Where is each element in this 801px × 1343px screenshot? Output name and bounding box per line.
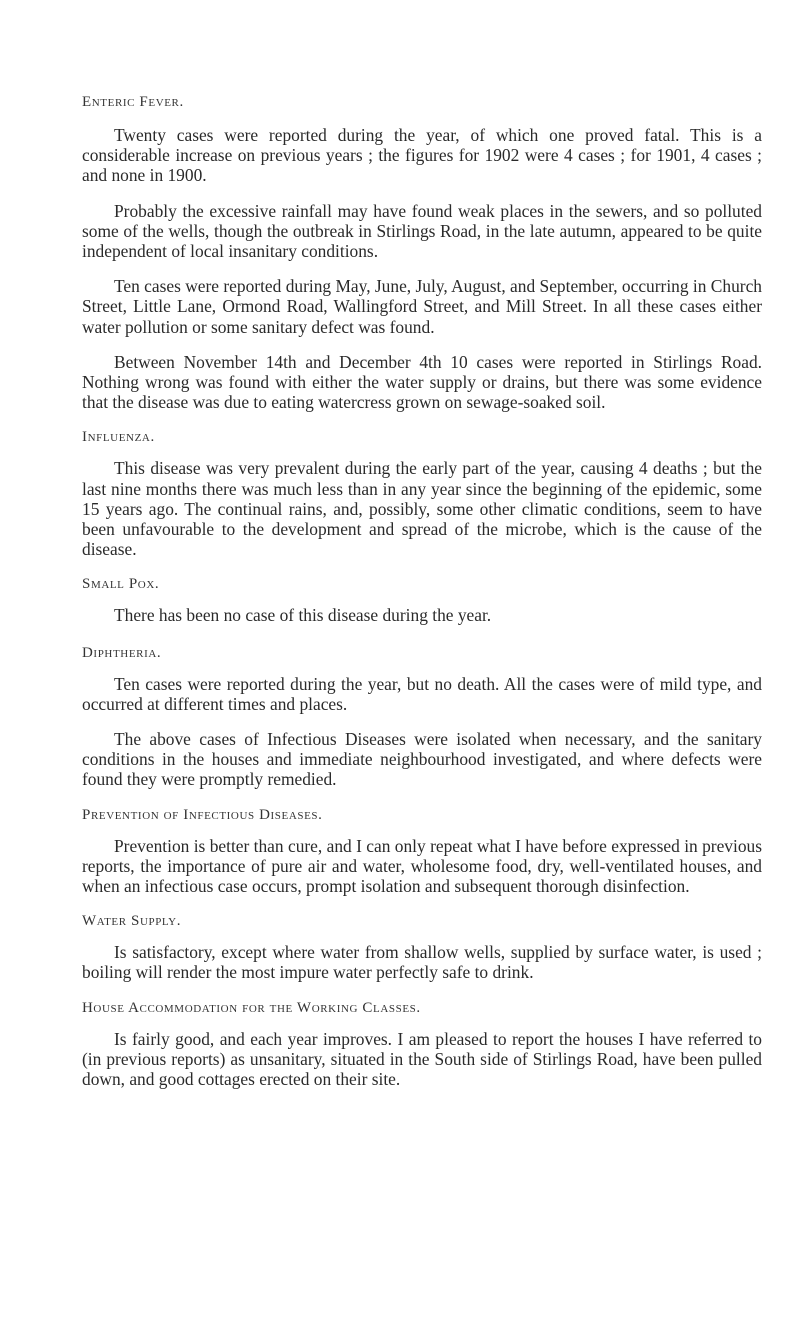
paragraph: Is fairly good, and each year improves. I am pleased to report the houses I have referred to (in previous reports) as unsanitary, situated in the South side of Stirlings Road, have been pulled down, and good cottages erected on their site. [82, 1028, 762, 1090]
paragraph: There has been no case of this disease during the year. [114, 605, 492, 626]
section-heading: Enteric Fever. [82, 94, 184, 110]
paragraph: Ten cases were reported during May, June, July, August, and September, occurring in Church Street, Little Lane, Ormond Road, Wallingford Street, and Mill Street. In all these cases either water pollution or some sanitary defect was found. [82, 276, 762, 337]
document-page [82, 92, 762, 1104]
paragraph: Prevention is better than cure, and I can only repeat what I have before expressed in previous reports, the importance of pure air and water, wholesome food, dry, well-ventilated houses, and when an infectious case occurs, prompt isolation and subsequent thorough disinfection. [82, 835, 762, 897]
section-heading: Influenza. [82, 429, 155, 446]
section-influenza [82, 427, 762, 559]
section-heading: Small Pox. [82, 576, 160, 593]
section-diphtheria [82, 643, 762, 790]
paragraph: Probably the excessive rainfall may have found weak places in the sewers, and so polluted some of the wells, though the outbreak in Stirlings Road, in the late autumn, appeared to be quite independent of local insanitary conditions. [82, 200, 762, 262]
paragraph: The above cases of Infectious Diseases were isolated when necessary, and the sanitary conditions in the houses and immediate neighbourhood investigated, and where defects were found they were promptly remedied. [82, 729, 762, 790]
section-heading: Diphtheria. [82, 644, 162, 661]
section-heading: House Accommodation for the Working Classes. [82, 999, 421, 1016]
section-prevention [82, 805, 762, 897]
section-small-pox [82, 574, 762, 625]
paragraph: Is satisfactory, except where water from shallow wells, supplied by surface water, is used ; boiling will render the most impure water perfectly safe to drink. [82, 942, 762, 983]
paragraph: Between November 14th and December 4th 10 cases were reported in Stirlings Road. Nothing wrong was found with either the water supply or drains, but there was some evidence that the disease was due to eating watercress grown on sewage-soaked soil. [82, 351, 762, 413]
paragraph: Ten cases were reported during the year, but no death. All the cases were of mild type, and occurred at different times and places. [82, 673, 762, 714]
paragraph: This disease was very prevalent during the early part of the year, causing 4 deaths ; but the last nine months there was much less than in any year since the beginning of the epidemic, some 15 years ago. The continual rains, and, possibly, some other climatic conditions, seem to have been unfavourable to the development and spread of the microbe, which is the cause of the disease. [82, 458, 762, 560]
section-heading: Water Supply. [82, 913, 182, 930]
section-water-supply [82, 911, 762, 982]
section-house-accommodation [82, 998, 762, 1090]
section-enteric-fever [82, 92, 762, 412]
section-heading: Prevention of Infectious Diseases. [82, 806, 323, 823]
paragraph: Twenty cases were reported during the year, of which one proved fatal. This is a considerable increase on previous years ; the figures for 1902 were 4 cases ; for 1901, 4 cases ; and none in 1900. [82, 125, 762, 186]
